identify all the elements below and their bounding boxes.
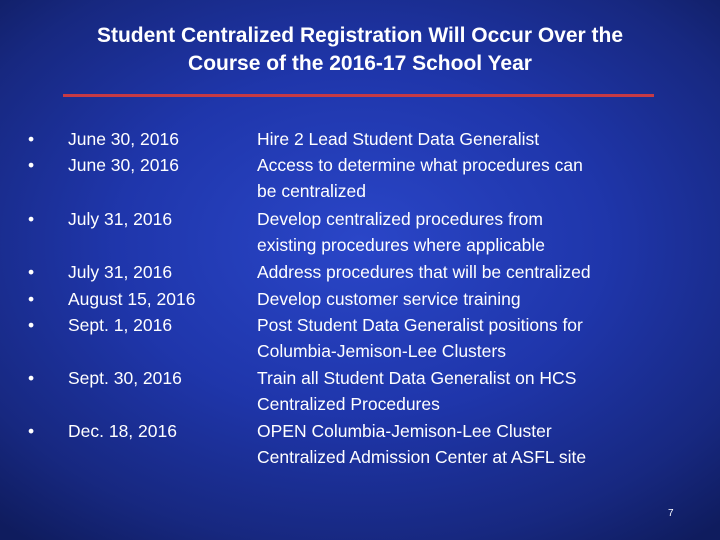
task-text: Post Student Data Generalist positions for: [257, 315, 583, 335]
task-item: [257, 152, 697, 205]
bullet-icon: •: [28, 421, 35, 441]
bullet-icon: •: [28, 289, 35, 309]
date-item: [28, 261, 248, 283]
date-label: June 30, 2016: [68, 129, 179, 149]
task-text: Train all Student Data Generalist on HCS: [257, 368, 577, 388]
task-text: Hire 2 Lead Student Data Generalist: [257, 129, 540, 149]
date-item: [28, 208, 248, 230]
task-text: Access to determine what procedures can: [257, 155, 583, 175]
task-text: Address procedures that will be centralized: [257, 262, 591, 282]
date-item: [28, 314, 248, 336]
task-item: [257, 312, 697, 365]
bullet-icon: •: [28, 209, 35, 229]
date-item: [28, 367, 248, 389]
task-text: existing procedures where applicable: [257, 235, 545, 256]
date-label: August 15, 2016: [68, 289, 196, 309]
task-text: Columbia-Jemison-Lee Clusters: [257, 341, 506, 362]
task-item: [257, 206, 697, 259]
task-item: [257, 286, 697, 312]
date-item: [28, 420, 248, 442]
task-item: [257, 365, 697, 418]
title-divider: [63, 94, 654, 97]
task-text: Centralized Procedures: [257, 394, 440, 415]
page-number: 7: [668, 508, 674, 519]
date-label: July 31, 2016: [68, 262, 173, 282]
date-label: June 30, 2016: [68, 155, 179, 175]
date-item: [28, 154, 248, 176]
bullet-icon: •: [28, 315, 35, 335]
task-item: [257, 418, 697, 471]
task-item: [257, 259, 697, 285]
date-label: Sept. 1, 2016: [68, 315, 173, 335]
slide-title-line-1: Student Centralized Registration Will Occur Over the: [96, 24, 624, 47]
bullet-icon: •: [28, 368, 35, 388]
slide-title-line-2: Course of the 2016-17 School Year: [188, 52, 532, 75]
task-text: Develop customer service training: [257, 289, 521, 309]
bullet-icon: •: [28, 262, 35, 282]
task-text: Develop centralized procedures from: [257, 209, 543, 229]
date-label: Sept. 30, 2016: [68, 368, 182, 388]
task-text: be centralized: [257, 181, 366, 202]
task-item: [257, 126, 697, 152]
date-item: [28, 288, 248, 310]
task-text: Centralized Admission Center at ASFL site: [257, 447, 587, 468]
bullet-icon: •: [28, 129, 35, 149]
date-label: July 31, 2016: [68, 209, 173, 229]
bullet-icon: •: [28, 155, 35, 175]
task-text: OPEN Columbia-Jemison-Lee Cluster: [257, 421, 552, 441]
slide-title: [0, 22, 720, 78]
date-item: [28, 128, 248, 150]
date-label: Dec. 18, 2016: [68, 421, 177, 441]
